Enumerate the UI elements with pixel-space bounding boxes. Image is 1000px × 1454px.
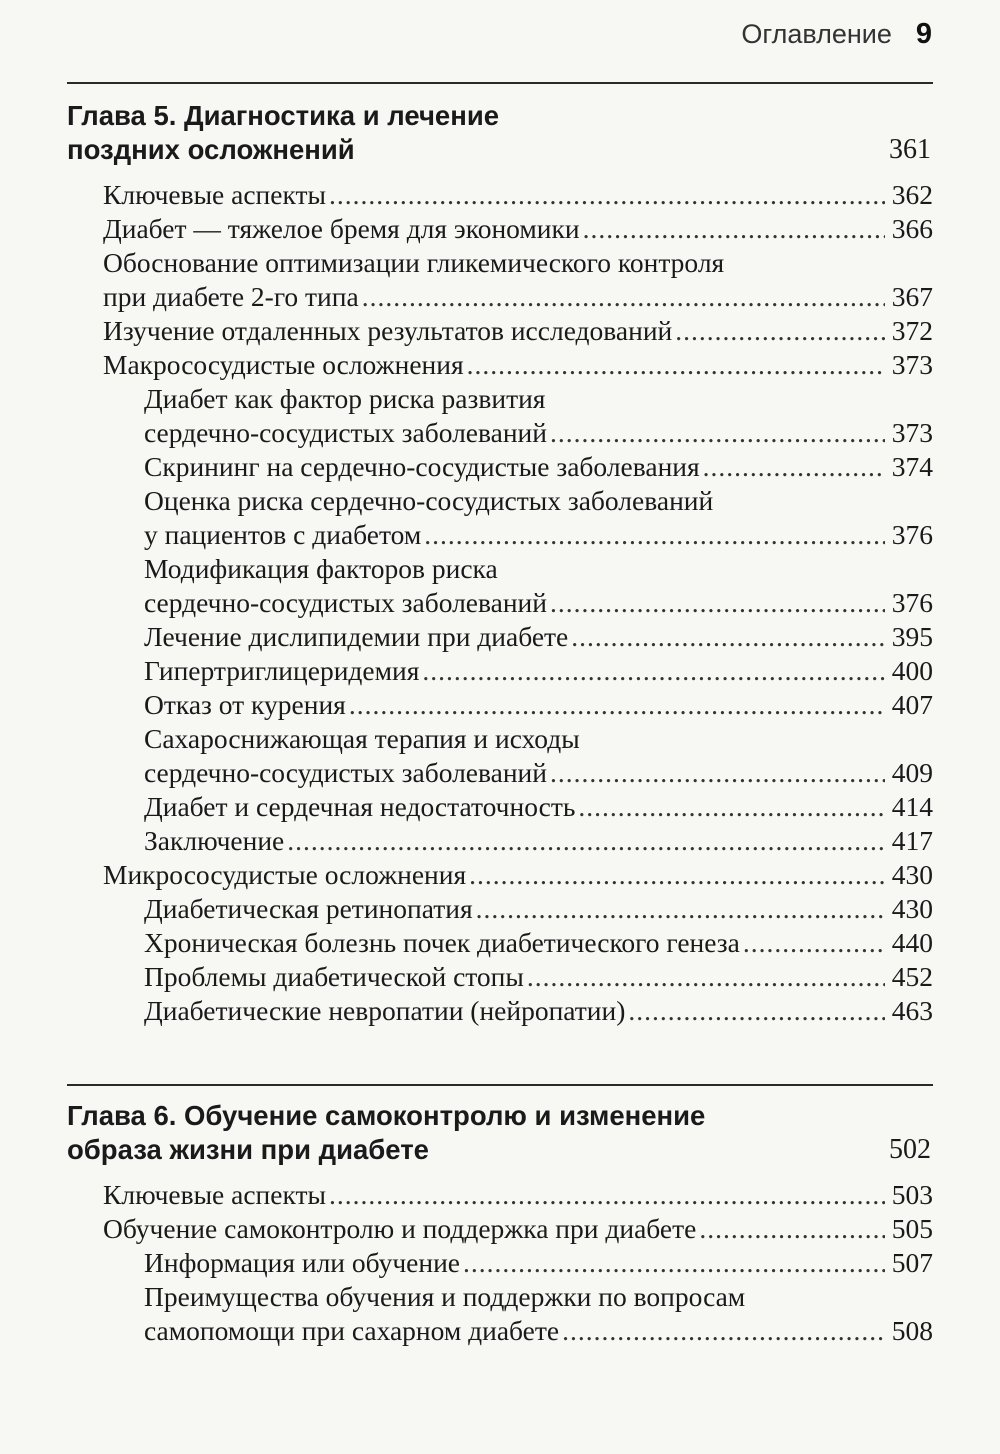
dot-leader <box>349 688 885 722</box>
dot-leader <box>699 1212 885 1246</box>
toc-entry[interactable] <box>67 212 933 246</box>
toc-entry-page: 463 <box>891 995 933 1026</box>
toc-entry-page: 505 <box>891 1213 933 1244</box>
toc-entry-page: 374 <box>891 451 933 482</box>
dot-leader <box>422 654 885 688</box>
toc-entry-page: 503 <box>891 1179 933 1210</box>
toc-entry-title: при диабете 2-го типа <box>103 281 359 312</box>
toc-entry-title: Гипертриглицеридемия <box>144 655 420 686</box>
toc-entry-line <box>144 450 933 484</box>
dot-leader <box>571 620 885 654</box>
toc-entry-line <box>144 824 933 858</box>
chapter-page-number: 502 <box>889 1134 931 1165</box>
toc-entry-page: 373 <box>891 417 933 448</box>
toc-entry-title-line: Оценка риска сердечно-сосудистых заболеваний <box>144 485 714 516</box>
toc-entry-page: 440 <box>891 927 933 958</box>
toc-entry-page: 376 <box>891 587 933 618</box>
toc-entry-page: 376 <box>891 519 933 550</box>
dot-leader <box>527 960 885 994</box>
dot-leader <box>329 178 885 212</box>
toc-entry-line <box>144 654 933 688</box>
toc-entry-line <box>103 280 933 314</box>
toc-entry-line <box>144 620 933 654</box>
toc-entry-title-line: Сахароснижающая терапия и исходы <box>144 723 580 754</box>
toc-entry[interactable] <box>67 994 933 1028</box>
toc-entry-title: сердечно-сосудистых заболеваний <box>144 587 547 618</box>
dot-leader <box>578 790 885 824</box>
toc-entry[interactable] <box>67 178 933 212</box>
toc-entry-line <box>144 994 933 1028</box>
toc-entry-line <box>103 178 933 212</box>
dot-leader <box>424 518 885 552</box>
toc-entry[interactable] <box>67 1178 933 1212</box>
toc-entry-title: Проблемы диабетической стопы <box>144 961 524 992</box>
toc-entry-page: 366 <box>891 213 933 244</box>
toc-entry-title: Макрососудистые осложнения <box>103 349 464 380</box>
dot-leader <box>469 858 885 892</box>
toc-entry[interactable] <box>67 824 933 858</box>
toc-entry-line <box>144 1314 933 1348</box>
toc-entry[interactable] <box>67 484 933 552</box>
toc-entry-line <box>103 348 933 382</box>
running-header-title: Оглавление <box>741 19 892 49</box>
toc-entry-title-line: Модификация факторов риска <box>144 553 498 584</box>
toc-entry-line <box>103 314 933 348</box>
chapter-page-number: 361 <box>889 134 931 165</box>
toc-entry-line <box>144 688 933 722</box>
toc-entry-title-line: Диабет как фактор риска развития <box>144 383 546 414</box>
dot-leader <box>550 756 885 790</box>
toc-entry-title: Хроническая болезнь почек диабетического генеза <box>144 927 740 958</box>
running-header <box>741 18 932 51</box>
toc-entry-line <box>103 858 933 892</box>
toc-entry-title: Диабетические невропатии (нейропатии) <box>144 995 626 1026</box>
toc-entry-line <box>144 518 933 552</box>
chapter-title <box>67 99 933 167</box>
toc-entry-page: 367 <box>891 281 933 312</box>
toc-entry[interactable] <box>67 246 933 314</box>
toc-entry[interactable] <box>67 450 933 484</box>
toc-entry-line <box>144 926 933 960</box>
toc-entry-title: Диабет — тяжелое бремя для экономики <box>103 213 580 244</box>
toc-entry-title: Микрососудистые осложнения <box>103 859 467 890</box>
toc-entry-title: Ключевые аспекты <box>103 1179 326 1210</box>
toc-entry-page: 362 <box>891 179 933 210</box>
toc-entry-title: Ключевые аспекты <box>103 179 326 210</box>
dot-leader <box>743 926 885 960</box>
toc-list <box>67 178 933 1028</box>
dot-leader <box>628 994 885 1028</box>
chapter-title-line: поздних осложнений <box>67 134 355 165</box>
toc-entry-title: Диабетическая ретинопатия <box>144 893 473 924</box>
chapter-title-line: образа жизни при диабете <box>67 1134 429 1165</box>
chapter-title <box>67 1099 933 1167</box>
dot-leader <box>476 892 885 926</box>
toc-entry-page: 430 <box>891 893 933 924</box>
toc-entry[interactable] <box>67 722 933 790</box>
chapter-5-section <box>67 99 933 1028</box>
toc-entry[interactable] <box>67 620 933 654</box>
dot-leader <box>550 586 885 620</box>
toc-entry-line <box>144 892 933 926</box>
toc-entry-title-line: Преимущества обучения и поддержки по вопросам <box>144 1281 746 1312</box>
toc-entry-page: 414 <box>891 791 933 822</box>
chapter-title-line: Глава 5. Диагностика и лечение <box>67 100 500 131</box>
toc-entry-title: сердечно-сосудистых заболеваний <box>144 417 547 448</box>
toc-entry[interactable] <box>67 858 933 892</box>
page-number: 9 <box>915 18 932 50</box>
toc-entry-line <box>144 586 933 620</box>
dot-leader <box>703 450 885 484</box>
toc-entry-line <box>144 416 933 450</box>
toc-entry[interactable] <box>67 1280 933 1348</box>
toc-entry-title: Изучение отдаленных результатов исследований <box>103 315 673 346</box>
toc-entry[interactable] <box>67 314 933 348</box>
toc-entry-line <box>103 1178 933 1212</box>
toc-entry-title: Диабет и сердечная недостаточность <box>144 791 576 822</box>
toc-entry-line <box>144 756 933 790</box>
toc-entry-page: 373 <box>891 349 933 380</box>
toc-entry-page: 409 <box>891 757 933 788</box>
toc-entry-title: сердечно-сосудистых заболеваний <box>144 757 547 788</box>
toc-entry-line <box>144 790 933 824</box>
dot-leader <box>550 416 885 450</box>
toc-entry[interactable] <box>67 382 933 450</box>
toc-entry-title: Информация или обучение <box>144 1247 461 1278</box>
toc-entry-title: Отказ от курения <box>144 689 346 720</box>
toc-entry-line <box>144 1246 933 1280</box>
toc-entry[interactable] <box>67 892 933 926</box>
dot-leader <box>583 212 885 246</box>
toc-entry-title: Обучение самоконтролю и поддержка при диабете <box>103 1213 697 1244</box>
toc-entry-title: самопомощи при сахарном диабете <box>144 1315 560 1346</box>
dot-leader <box>287 824 885 858</box>
toc-entry-line <box>144 960 933 994</box>
toc-entry-title-line: Обоснование оптимизации гликемического контроля <box>103 247 725 278</box>
toc-entry-page: 508 <box>891 1315 933 1346</box>
toc-entry-page: 417 <box>891 825 933 856</box>
dot-leader <box>329 1178 885 1212</box>
toc-entry-page: 507 <box>891 1247 933 1278</box>
chapter-6-divider <box>67 1084 933 1086</box>
toc-entry-line <box>103 1212 933 1246</box>
toc-entry[interactable] <box>67 552 933 620</box>
toc-entry-title: Лечение дислипидемии при диабете <box>144 621 569 652</box>
dot-leader <box>675 314 885 348</box>
toc-entry[interactable] <box>67 960 933 994</box>
toc-list <box>67 1178 933 1348</box>
dot-leader <box>463 1246 885 1280</box>
dot-leader <box>562 1314 885 1348</box>
toc-entry-title: у пациентов с диабетом <box>144 519 422 550</box>
toc-entry[interactable] <box>67 348 933 382</box>
toc-entry-page: 430 <box>891 859 933 890</box>
toc-entry[interactable] <box>67 1212 933 1246</box>
toc-entry-title: Скрининг на сердечно-сосудистые заболевания <box>144 451 700 482</box>
dot-leader <box>467 348 885 382</box>
toc-entry-page: 395 <box>891 621 933 652</box>
toc-entry-page: 407 <box>891 689 933 720</box>
toc-entry-title: Заключение <box>144 825 285 856</box>
chapter-5-divider <box>67 82 933 84</box>
dot-leader <box>362 280 885 314</box>
toc-entry[interactable] <box>67 688 933 722</box>
toc-entry-line <box>103 212 933 246</box>
toc-entry[interactable] <box>67 654 933 688</box>
toc-entry[interactable] <box>67 1246 933 1280</box>
toc-entry-page: 452 <box>891 961 933 992</box>
toc-entry-page: 400 <box>891 655 933 686</box>
chapter-title-line: Глава 6. Обучение самоконтролю и изменение <box>67 1100 706 1131</box>
toc-entry-page: 372 <box>891 315 933 346</box>
toc-entry[interactable] <box>67 926 933 960</box>
chapter-6-section <box>67 1099 933 1348</box>
toc-entry[interactable] <box>67 790 933 824</box>
